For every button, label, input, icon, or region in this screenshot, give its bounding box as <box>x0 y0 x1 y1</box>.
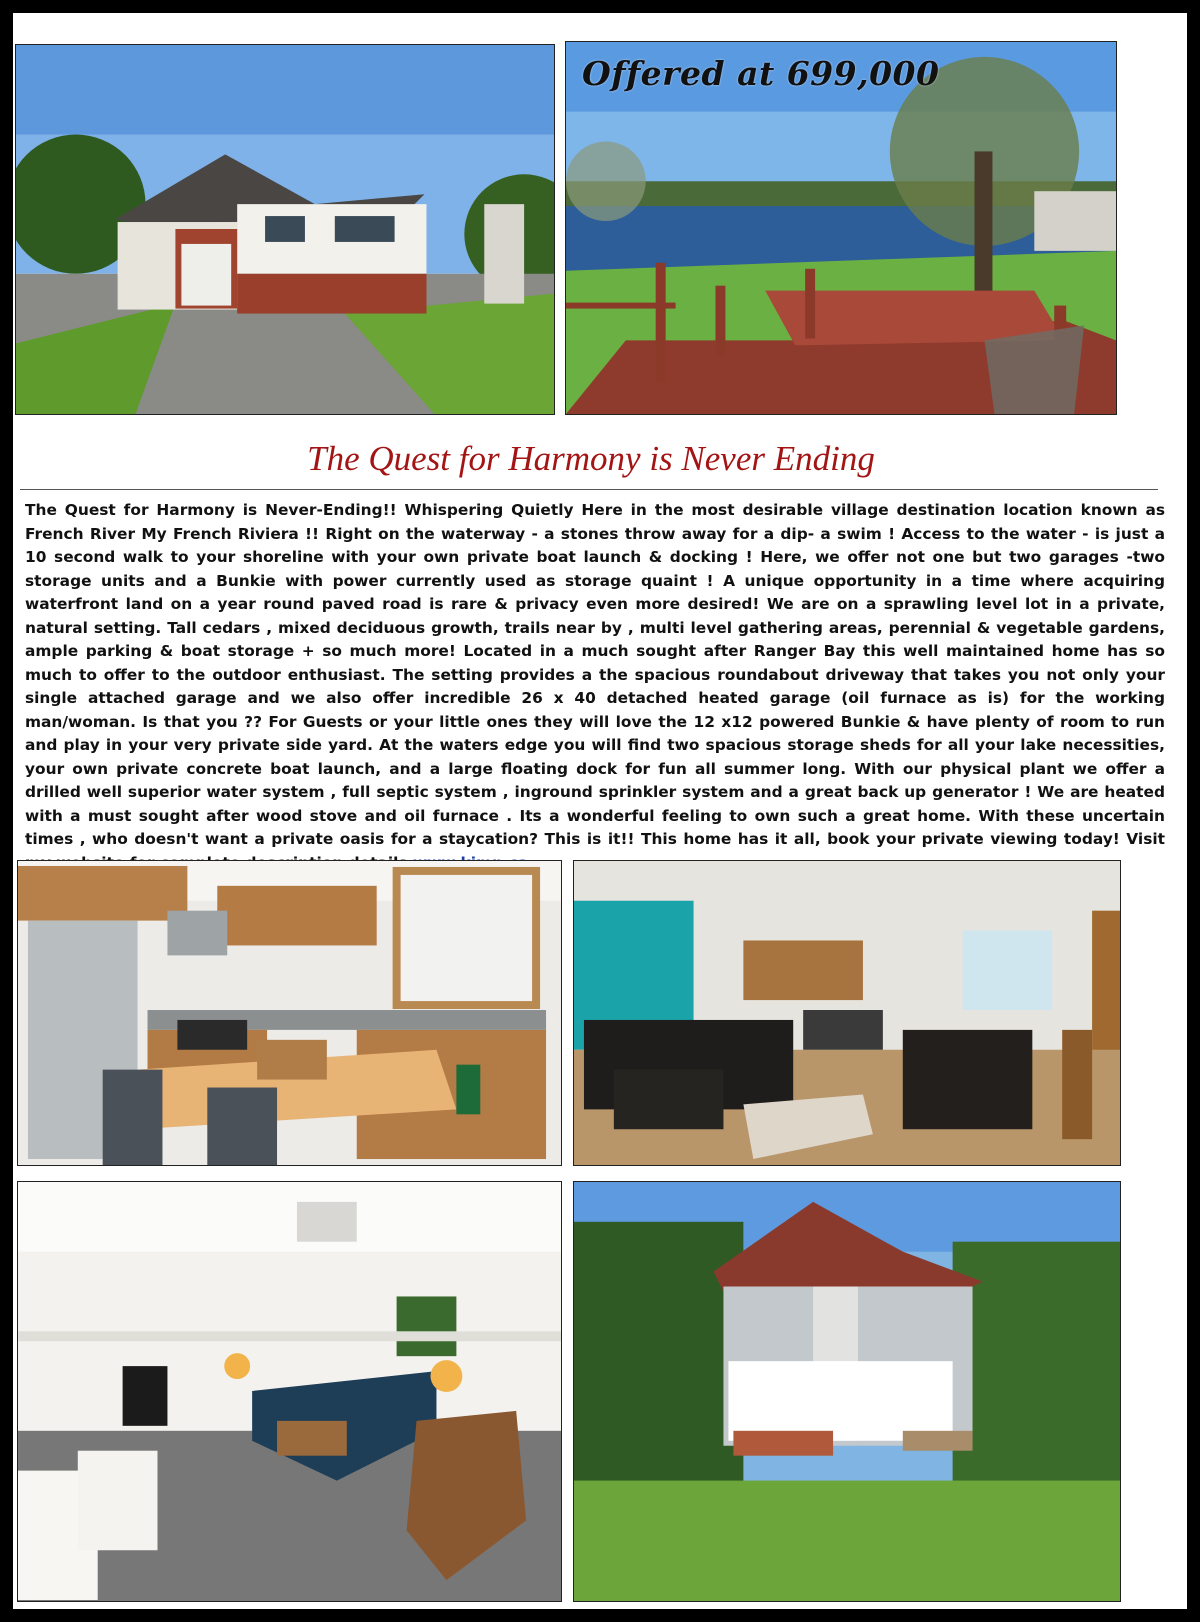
kitchen-photo <box>17 860 562 1166</box>
living-room-photo <box>573 860 1121 1166</box>
waterfront-deck-photo <box>565 41 1117 415</box>
bunkie-photo <box>573 1181 1121 1602</box>
price-overlay: Offered at 699,000 <box>582 54 940 93</box>
listing-description <box>25 499 1165 875</box>
listing-headline: The Quest for Harmony is Never Ending <box>307 439 875 478</box>
headline-divider <box>20 489 1158 490</box>
family-room-photo <box>17 1181 562 1602</box>
description-text: The Quest for Harmony is Never-Ending!! Whispering Quietly Here in the most desirable village destination location known as French River My French Riviera !! Right on the waterway - a stones throw away for a dip- a swim ! Access to the water - is just a 10 second walk to your shoreline with your own private boat launch & docking ! Here, we offer not one but two garages -two storage units and a Bunkie with power currently used as storage quaint ! A unique opportunity in a time where acquiring waterfront land on a year round paved road is rare & privacy even more desired! We are on a sprawling level lot in a private, natural setting. Tall cedars , mixed deciduous growth, trails near by , multi level gathering areas, perennial & vegetable gardens, ample parking & boat storage + so much more! Located in a much sought after Ranger Bay this well maintained home has so much to offer to the outdoor enthusiast. The setting provides a the spacious roundabout driveway that takes you not only your single attached garage and we also offer incredible 26 x 40 detached heated garage (oil furnace as is) for the working man/woman. Is that you ?? For Guests or your little ones they will love the 12 x12 powered Bunkie & have plenty of room to run and play in your very private side yard. At the waters edge you will find two spacious storage sheds for all your lake necessities, your own private concrete boat launch, and a large floating dock for fun all summer long. With our physical plant we offer a drilled well superior water system , full septic system , inground sprinkler system and a great back up generator ! We are heated with a must sought after wood stove and oil furnace . Its a wonderful feeling to own such a great home. With these uncertain times , who doesn't want a private oasis for a staycation? This is it!! This home has it all, book your private viewing today! Visit <box>25 501 1165 848</box>
house-exterior-photo <box>15 44 555 415</box>
